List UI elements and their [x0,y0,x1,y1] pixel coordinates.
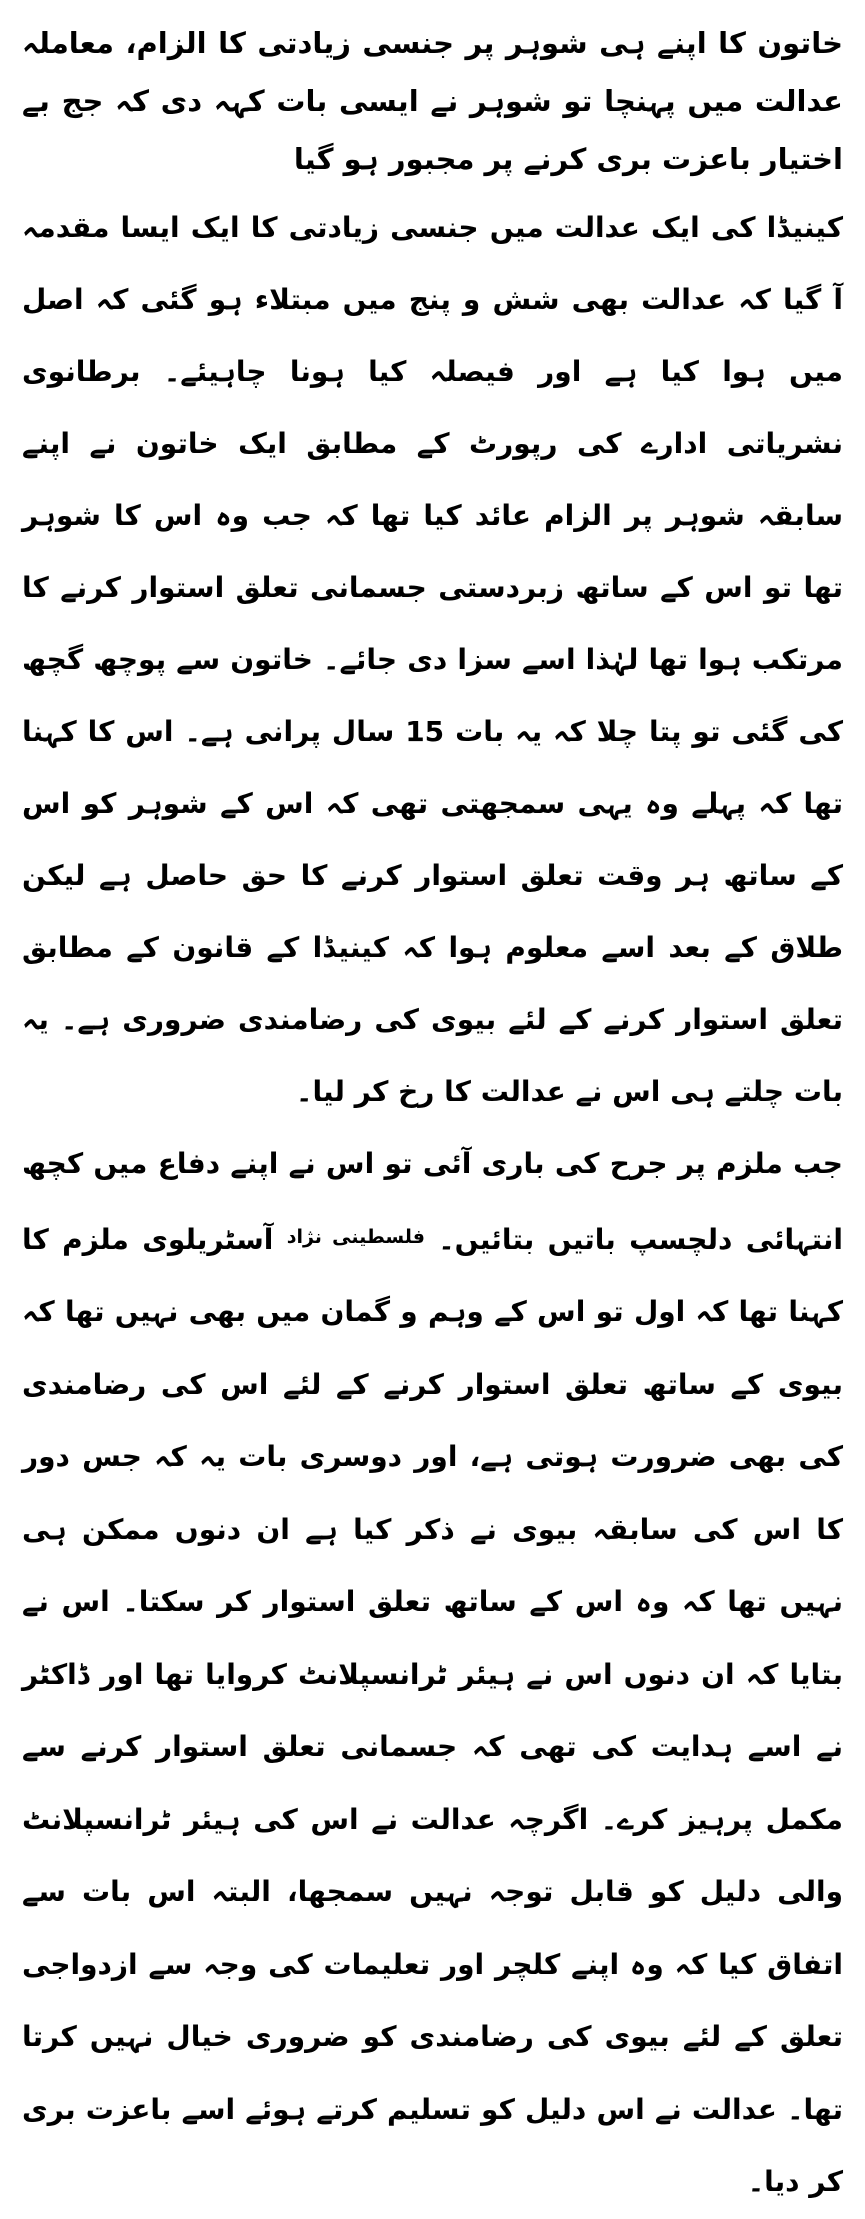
paragraph-2-inline-note: فلسطینی نژاد [286,1225,425,1248]
paragraph-2-rest: آسٹریلوی ملزم کا کہنا تھا کہ اول تو اس کے وہم و گمان میں بھی نہیں تھا کہ بیوی کے ساتھ تعلق استوار کرنے کے لئے اس کی رضامندی کی بھی ضرورت ہوتی ہے، اور دوسری بات یہ کہ جس دور کا اس کی سابقہ بیوی نے ذکر کیا ہے ان دنوں ممکن ہی نہیں تھا کہ وہ اس کے ساتھ تعلق استوار کر سکتا۔ اس نے بتایا کہ ان دنوں اس نے ہیئر ٹرانسپلانٹ کروایا تھا اور ڈاکٹر نے اسے ہدایت کی تھی کہ جسمانی تعلق استوار کرنے سے مکمل پرہیز کرے۔ اگرچہ عدالت نے اس کی ہیئر ٹرانسپلانٹ والی دلیل کو قابل توجہ نہیں سمجھا، البتہ اس بات سے اتفاق کیا کہ وہ اپنے کلچر اور تعلیمات کی وجہ سے ازدواجی تعلق کے لئے بیوی کی رضامندی کو ضروری خیال نہیں کرتا تھا۔ عدالت نے اس دلیل کو تسلیم کرتے ہوئے اسے باعزت بری کر دیا۔ [22,1222,843,2198]
article-headline: خاتون کا اپنے ہی شوہر پر جنسی زیادتی کا الزام، معاملہ عدالت میں پہنچا تو شوہر نے ایسی بات کہہ دی کہ جج بے اختیار باعزت بری کرنے پر مجبور ہو گیا [22,26,843,176]
article-paragraph-1: کینیڈا کی ایک عدالت میں جنسی زیادتی کا ایک ایسا مقدمہ آ گیا کہ عدالت بھی شش و پنج میں مبتلاء ہو گئی کہ اصل میں ہوا کیا ہے اور فیصلہ کیا ہونا چاہیئے۔ برطانوی نشریاتی ادارے کی رپورٹ کے مطابق ایک خاتون نے اپنے سابقہ شوہر پر الزام عائد کیا تھا کہ جب وہ اس کا شوہر تھا تو اس کے ساتھ زبردستی جسمانی تعلق استوار کرنے کا مرتکب ہوا تھا لہٰذا اسے سزا دی جائے۔ خاتون سے پوچھ گچھ کی گئی تو پتا چلا کہ یہ بات 15 سال پرانی ہے۔ اس کا کہنا تھا کہ پہلے وہ یہی سمجھتی تھی کہ اس کے شوہر کو اس کے ساتھ ہر وقت تعلق استوار کرنے کا حق حاصل ہے لیکن طلاق کے بعد اسے معلوم ہوا کہ کینیڈا کے قانون کے مطابق تعلق استوار کرنے کے لئے بیوی کی رضامندی ضروری ہے۔ یہ بات چلتے ہی اس نے عدالت کا رخ کر لیا۔ [22,211,843,1108]
article-paragraph-2 [22,1128,843,2219]
paragraph-2-start: جب ملزم پر جرح کی باری آئی تو اس نے اپنے دفاع میں کچھ انتہائی دلچسپ باتیں بتائیں۔ [22,1147,843,1256]
